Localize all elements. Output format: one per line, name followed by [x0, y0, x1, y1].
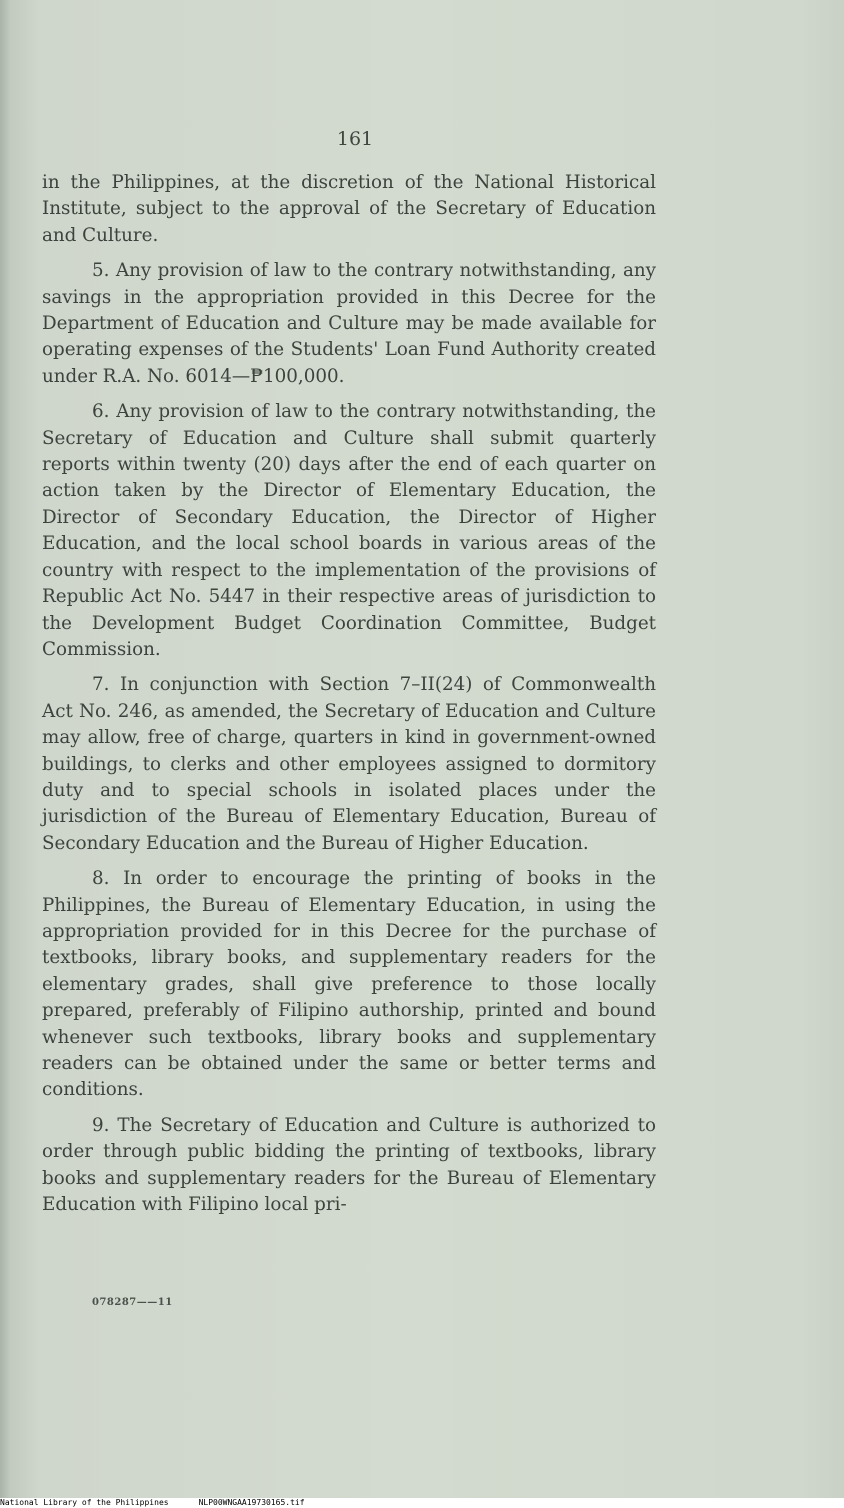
paragraph-8: 8. In order to encourage the printing of books in the Philippines, the Bureau of Elementary Education, in using the appropriation provided for in this Decree for the purchase of textbooks, library books, and supplementary readers for the elementary grades, shall give preference to those locally prepared, preferably of Filipino authorship, printed and bound whenever such textbooks, library books and supplementary readers can be obtained under the same or better terms and conditions.	[42, 868, 656, 1101]
paragraph-5: 5. Any provision of law to the contrary notwithstanding, any savings in the appropriation provided in this Decree for the Department of Education and Culture may be made available for operating expenses of the Students' Loan Fund Authority created under R.A. No. 6014—₱100,000.	[42, 260, 656, 387]
signature-mark: 078287——11	[92, 1297, 173, 1308]
paragraph-continuation: in the Philippines, at the discretion of the National Historical Institute, subject to the approval of the Secretary of Education and Culture.	[42, 172, 656, 246]
page-number: 161	[336, 128, 374, 150]
body-text	[42, 170, 656, 1218]
footer-file-id: NLP00WNGAA19730165.tif	[198, 1498, 305, 1507]
paragraph-9: 9. The Secretary of Education and Culture is authorized to order through public bidding the printing of textbooks, library books and supplementary readers for the Bureau of Elementary Education with Filipino local pri-	[42, 1114, 656, 1216]
footer-institution: National Library of the Philippines	[0, 1498, 169, 1507]
scan-footer	[0, 1498, 844, 1508]
paragraph-7: 7. In conjunction with Section 7–II(24) of Commonwealth Act No. 246, as amended, the Secretary of Education and Culture may allow, free of charge, quarters in kind in government-owned buildings, to clerks and other employees assigned to dormitory duty and to special schools in isolated places under the jurisdiction of the Bureau of Elementary Education, Bureau of Secondary Education and the Bureau of Higher Education.	[42, 674, 656, 854]
paragraph-6: 6. Any provision of law to the contrary notwithstanding, the Secretary of Education and Culture shall submit quarterly reports within twenty (20) days after the end of each quarter on action taken by the Director of Elementary Education, the Director of Secondary Education, the Director of Higher Education, and the local school boards in various areas of the country with respect to the implementation of the provisions of Republic Act No. 5447 in their respective areas of jurisdiction to the Development Budget Coordination Committee, Budget Commission.	[42, 401, 656, 660]
